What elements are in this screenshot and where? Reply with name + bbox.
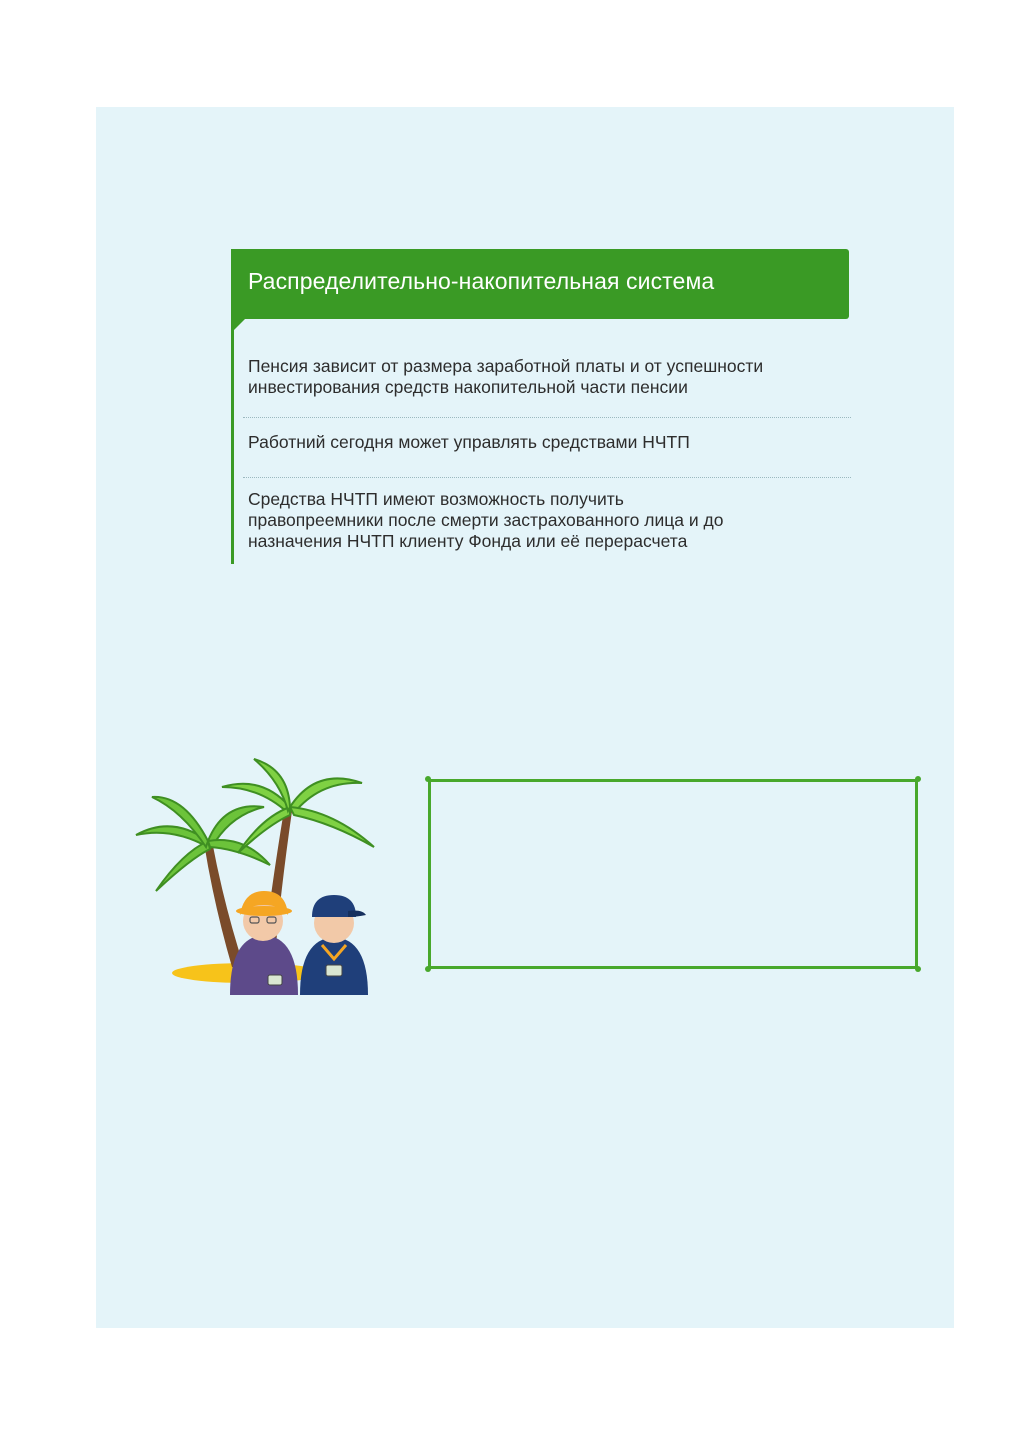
item-line: назначения НЧТП клиенту Фонда или её перерасчета (248, 531, 688, 551)
item-line: правопреемники после смерти застрахованного лица и до (248, 510, 724, 530)
item-line: Средства НЧТП имеют возможность получить (248, 489, 624, 509)
item-line: инвестирования средств накопительной части пенсии (248, 377, 688, 397)
item-line: Работний сегодня может управлять средствами НЧТП (248, 432, 690, 452)
item-line: Пенсия зависит от размера заработной платы и от успешности (248, 356, 764, 376)
frame-corner-dot (915, 776, 921, 782)
dotted-divider (243, 417, 851, 418)
retirees-under-palm-trees-icon (112, 755, 382, 1005)
dotted-divider (243, 477, 851, 478)
frame-corner-dot (425, 966, 431, 972)
card-item-successors (248, 489, 838, 552)
card-title: Распределительно-накопительная система (248, 268, 715, 294)
frame-corner-dot (425, 776, 431, 782)
card-item-manage-funds (248, 432, 838, 453)
frame-corner-dot (915, 966, 921, 972)
system-info-card (231, 249, 851, 564)
empty-green-frame (428, 779, 918, 969)
card-item-pension-depends (248, 356, 838, 398)
card-left-stripe (231, 319, 234, 564)
card-header (231, 249, 849, 319)
